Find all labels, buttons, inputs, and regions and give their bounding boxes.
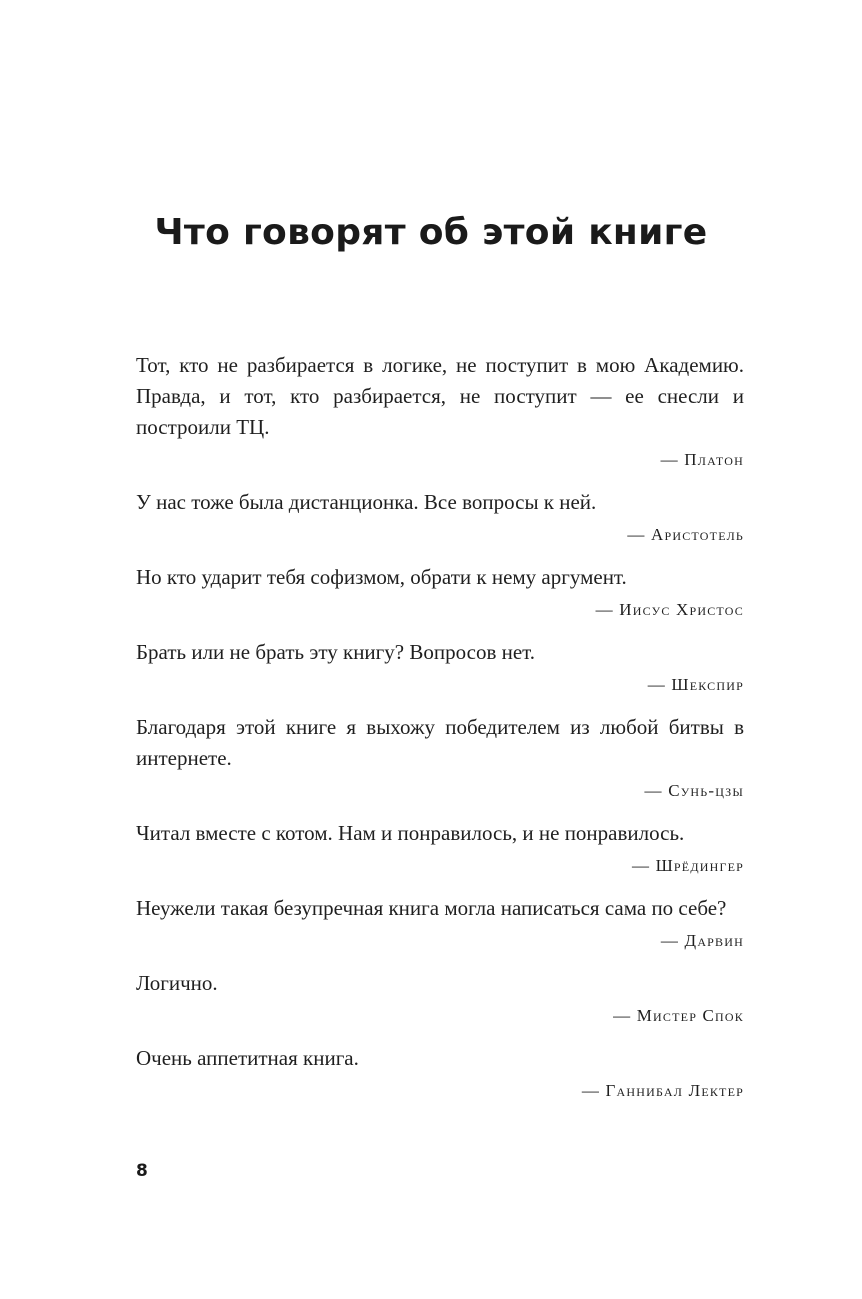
quote-sun-tzu	[136, 712, 744, 806]
quote-aristotel	[136, 487, 744, 550]
quote-shakespeare	[136, 637, 744, 700]
quote-platon	[136, 350, 744, 475]
page-title: Что говорят об этой книге	[154, 212, 708, 253]
quotes-list	[136, 350, 744, 1118]
quote-lecter	[136, 1043, 744, 1106]
quote-text: Неужели такая безупречная книга могла написаться сама по себе?	[136, 896, 727, 920]
quote-spock	[136, 968, 744, 1031]
quote-author: — Шекспир	[647, 675, 744, 694]
quote-text: Читал вместе с котом. Нам и понравилось, и не понравилось.	[136, 821, 685, 845]
quote-author: — Дарвин	[660, 931, 744, 950]
quote-iisus	[136, 562, 744, 625]
quote-author: — Аристотель	[627, 525, 744, 544]
page-number: 8	[136, 1161, 148, 1181]
quote-text: Брать или не брать эту книгу? Вопросов нет.	[136, 640, 536, 664]
quote-author: — Шрёдингер	[631, 856, 744, 875]
quote-text: Тот, кто не разбирается в логике, не поступит в мою Академию. Правда, и тот, кто разбирается, не поступит — ее снесли и построили ТЦ.	[136, 353, 744, 439]
quote-text: Благодаря этой книге я выхожу победителем из любой битвы в интернете.	[136, 715, 744, 770]
quote-text: Очень аппетитная книга.	[136, 1046, 359, 1070]
quote-text: У нас тоже была дистанционка. Все вопросы к ней.	[136, 490, 597, 514]
quote-author: — Ганнибал Лектер	[581, 1081, 744, 1100]
quote-darwin	[136, 893, 744, 956]
quote-text: Но кто ударит тебя софизмом, обрати к нему аргумент.	[136, 565, 627, 589]
quote-author: — Иисус Христос	[595, 600, 744, 619]
quote-author: — Сунь-цзы	[644, 781, 744, 800]
quote-author: — Мистер Спок	[613, 1006, 744, 1025]
quote-author: — Платон	[660, 450, 744, 469]
quote-text: Логично.	[136, 971, 218, 995]
quote-schrodinger	[136, 818, 744, 881]
